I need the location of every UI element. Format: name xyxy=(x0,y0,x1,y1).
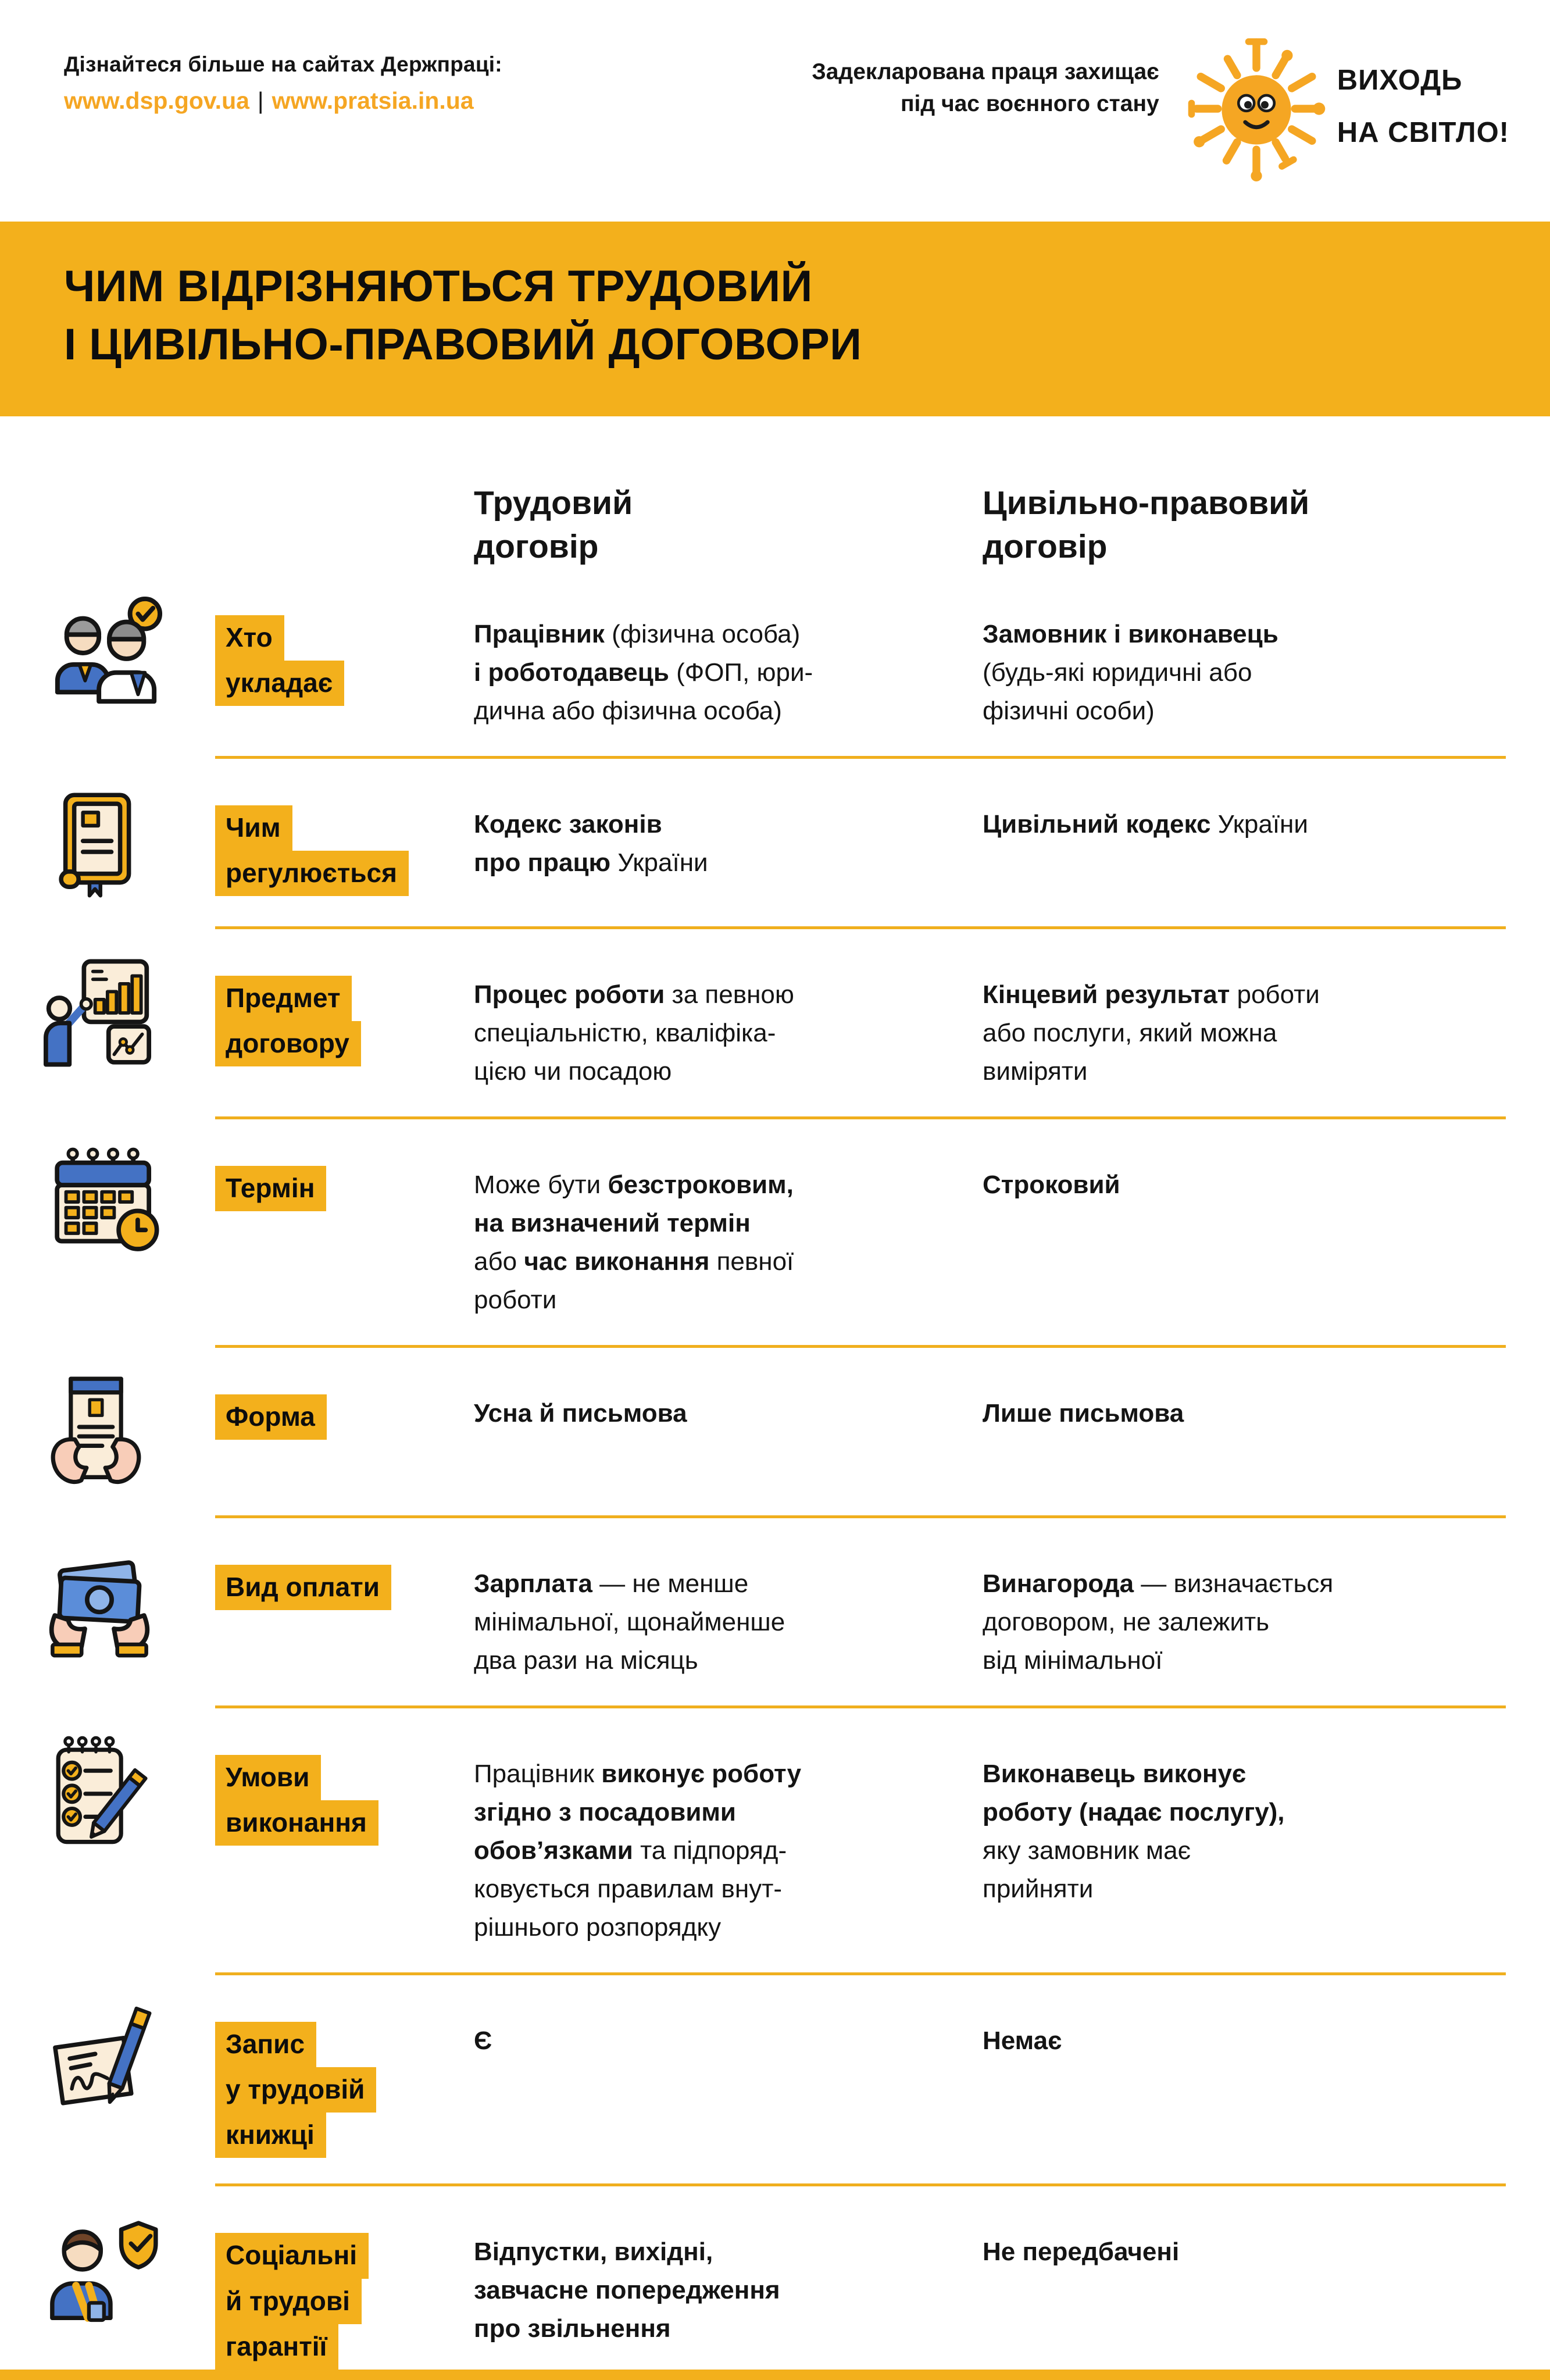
labor-cell: Може бути безстроковим, на визначений термін або час виконання певної роботи xyxy=(474,1171,794,1315)
footer-accent-bar xyxy=(0,2370,1550,2380)
row-label-cell xyxy=(215,1732,474,1846)
table-row-who xyxy=(44,569,1506,730)
signature-pen-icon xyxy=(44,2002,162,2113)
table-row-form xyxy=(44,1348,1506,1490)
labor-cell: Працівник виконує роботу згідно з посадовими обов’язками та підпоряд- ковується правилам внут- рішнього розпорядку xyxy=(474,1760,802,1942)
header-slogan: Задекларована праця захищає під час воєнного стану xyxy=(812,59,1159,117)
row-label: Умови виконання xyxy=(215,1755,474,1846)
page-title: ЧИМ ВІДРІЗНЯЮТЬСЯ ТРУДОВИЙ І ЦИВІЛЬНО-ПРАВОВИЙ ДОГОВОРИ xyxy=(64,262,862,370)
row-label: Предмет договору xyxy=(215,976,474,1066)
row-label: Термін xyxy=(215,1166,474,1211)
brand-slogan: ВИХОДЬ НА СВІТЛО! xyxy=(1337,65,1509,148)
table-row-term xyxy=(44,1119,1506,1319)
row-icon-cell xyxy=(44,952,215,1070)
table-row-payment xyxy=(44,1518,1506,1680)
presentation-icon xyxy=(44,956,167,1070)
row-icon-cell xyxy=(44,2210,215,2324)
labor-cell: Працівник (фізична особа) і роботодавець (ФОП, юри- дична або фізична особа) xyxy=(474,620,813,726)
money-hands-icon xyxy=(44,1545,155,1659)
table-row-record xyxy=(44,1975,1506,2158)
civil-cell: Немає xyxy=(983,2026,1062,2056)
row-icon-cell xyxy=(44,1371,215,1490)
top-header xyxy=(0,0,1550,184)
dsp-link[interactable]: www.dsp.gov.ua xyxy=(64,87,249,114)
civil-cell: Кінцевий результат роботи або послуги, який можна виміряти xyxy=(983,980,1320,1086)
row-label-cell xyxy=(215,1542,474,1610)
row-label-cell xyxy=(215,1999,474,2158)
links-separator: | xyxy=(257,87,264,114)
header-links xyxy=(64,87,502,115)
labor-cell: Відпустки, вихідні, завчасне попередження про звільнення xyxy=(474,2238,780,2343)
civil-cell: Лише письмова xyxy=(983,1399,1184,1428)
row-icon-cell xyxy=(44,1999,215,2113)
book-icon xyxy=(44,786,153,901)
pratsia-link[interactable]: www.pratsia.in.ua xyxy=(272,87,474,114)
row-icon-cell xyxy=(44,1542,215,1659)
sun-tools-mascot-icon xyxy=(1184,36,1329,184)
civil-cell: Не передбачені xyxy=(983,2238,1180,2267)
civil-cell: Замовник і виконавець (будь-які юридичні або фізичні особи) xyxy=(983,620,1278,726)
table-row-regulation xyxy=(44,759,1506,901)
comparison-table xyxy=(0,416,1550,2370)
row-label: Вид оплати xyxy=(215,1565,474,1610)
table-row-subject xyxy=(44,929,1506,1091)
civil-cell: Винагорода — визначається договором, не залежить від мінімальної xyxy=(983,1569,1334,1675)
labor-cell: Кодекс законів про працю України xyxy=(474,810,708,877)
column-header-labor: Трудовий договір xyxy=(474,484,633,565)
row-icon-cell xyxy=(44,1143,215,1260)
table-row-conditions xyxy=(44,1708,1506,1947)
row-label: Форма xyxy=(215,1394,474,1440)
civil-cell: Строковий xyxy=(983,1171,1120,1200)
row-icon-cell xyxy=(44,592,215,711)
table-row-guarantees xyxy=(44,2186,1506,2369)
row-label-cell xyxy=(215,2210,474,2369)
row-label-cell xyxy=(215,592,474,706)
labor-cell: Зарплата — не менше мінімальної, щонайменше два рази на місяць xyxy=(474,1569,785,1675)
row-label: Соціальні й трудові гарантії xyxy=(215,2233,474,2369)
checklist-pencil-icon xyxy=(44,1735,148,1850)
row-label-cell xyxy=(215,782,474,896)
row-label: Чим регулюється xyxy=(215,805,474,896)
civil-cell: Виконавець виконує роботу (надає послугу), яку замовник має прийняти xyxy=(983,1760,1285,1904)
header-info-text: Дізнайтеся більше на сайтах Держпраці: xyxy=(64,52,502,76)
labor-cell: Процес роботи за певною спеціальністю, кваліфіка- цією чи посадою xyxy=(474,980,794,1086)
row-label: Запис у трудовій книжці xyxy=(215,2022,474,2158)
column-headers xyxy=(44,481,1506,569)
people-check-icon xyxy=(44,595,170,711)
row-icon-cell xyxy=(44,1732,215,1850)
civil-cell: Цивільний кодекс України xyxy=(983,810,1308,839)
calendar-clock-icon xyxy=(44,1146,167,1260)
row-label-cell xyxy=(215,1143,474,1211)
document-hands-icon xyxy=(44,1375,148,1490)
header-left xyxy=(64,52,502,115)
row-label-cell xyxy=(215,952,474,1066)
row-icon-cell xyxy=(44,782,215,901)
column-header-civil: Цивільно-правовий договір xyxy=(983,484,1310,565)
person-shield-icon xyxy=(44,2213,162,2324)
row-label: Хто укладає xyxy=(215,615,474,706)
row-label-cell xyxy=(215,1371,474,1440)
labor-cell: Є xyxy=(474,2026,492,2056)
title-banner xyxy=(0,222,1550,416)
labor-cell: Усна й письмова xyxy=(474,1399,687,1428)
